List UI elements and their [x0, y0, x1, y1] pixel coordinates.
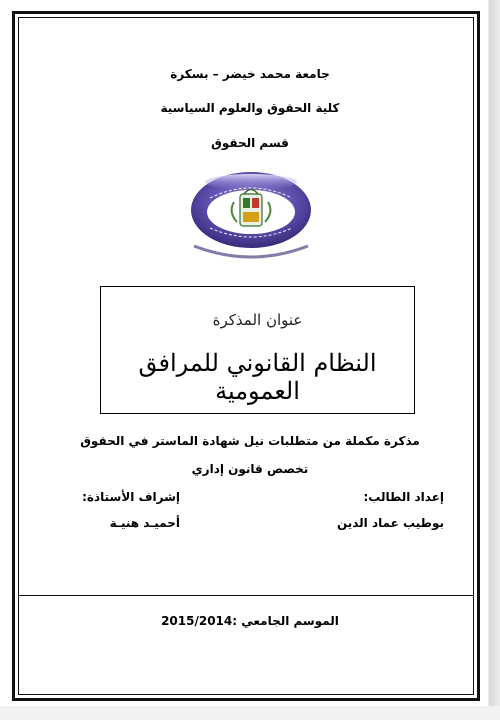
page-shadow-bottom — [0, 706, 500, 720]
supervisor-name: أحميـد هنيـة — [109, 516, 180, 530]
specialization: تخصص قانون إداري — [191, 462, 309, 476]
title-label: عنوان المذكرة — [212, 311, 303, 329]
title-box — [100, 286, 415, 414]
university-name: جامعة محمد خيضر – بسكرة — [170, 67, 330, 81]
university-emblem-icon — [188, 162, 314, 264]
thesis-title: النظام القانوني للمرافق العمومية — [138, 349, 377, 405]
department-name: قسم الحقوق — [211, 136, 289, 150]
thesis-description: مذكرة مكملة من متطلبات نيل شهادة الماستر في الحقوق — [80, 434, 420, 448]
faculty-name: كلية الحقوق والعلوم السياسية — [160, 101, 340, 115]
supervisor-label: إشراف الأستاذة: — [82, 490, 180, 504]
academic-year: الموسم الجامعي :2015/2014 — [161, 614, 339, 628]
footer-divider — [18, 595, 474, 596]
student-name: بوطيب عماد الدين — [336, 516, 444, 530]
student-label: إعداد الطالب: — [363, 490, 444, 504]
